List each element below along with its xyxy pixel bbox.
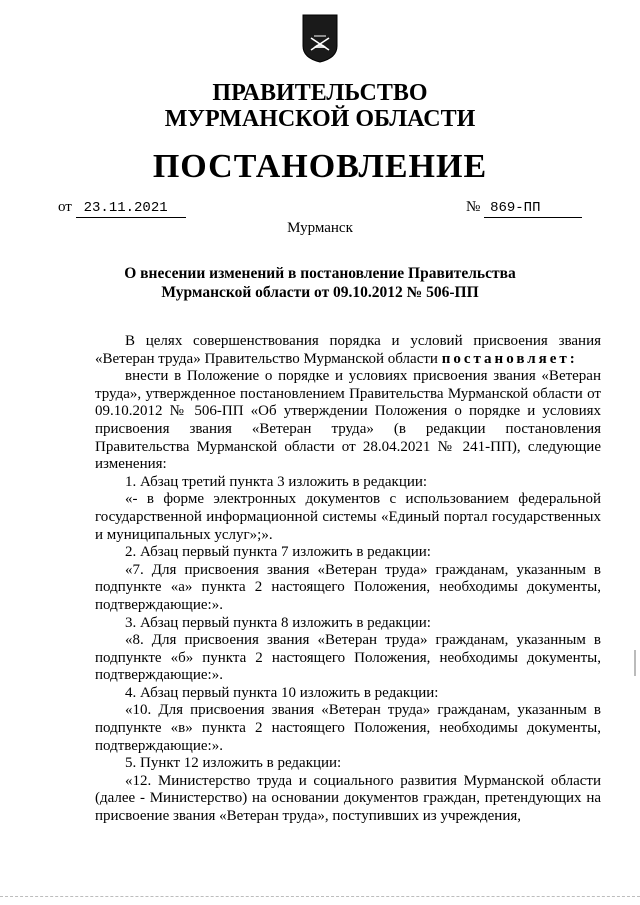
number-value: 869-ПП — [484, 199, 582, 218]
city-name: Мурманск — [287, 220, 353, 236]
amendment-item-5: 5. Пункт 12 изложить в редакции: — [125, 755, 342, 772]
scan-edge-mark — [634, 650, 636, 676]
document-subject — [0, 264, 640, 302]
document-number — [466, 198, 582, 218]
amendment-item-2: 2. Абзац первый пункта 7 изложить в редакции: — [125, 544, 431, 561]
amendment-item-4: 4. Абзац первый пункта 10 изложить в редакции: — [125, 684, 439, 701]
amendment-text-1: «- в форме электронных документов с использованием федеральной государственной информационной системы «Единый портал государственных и муниципальных услуг»;». — [95, 491, 601, 543]
amendment-text-3: «8. Для присвоения звания «Ветеран труда» гражданам, указанным в подпункте «б» пункта 2 настоящего Положения, необходимы документы, подтверждающие:». — [95, 632, 601, 684]
amendment-item-1: 1. Абзац третий пункта 3 изложить в редакции: — [125, 473, 428, 490]
intro-text: В целях совершенствования порядка и условий присвоения звания «Ветеран труда» Правительство Мурманской области — [95, 333, 601, 367]
coat-of-arms-emblem — [300, 12, 340, 64]
decree-word: постановляет: — [441, 350, 578, 367]
organization-name-line1: ПРАВИТЕЛЬСТВО — [212, 80, 428, 106]
organization-name-line2: МУРМАНСКОЙ ОБЛАСТИ — [164, 106, 476, 132]
subject-line1: О внесении изменений в постановление Правительства — [124, 265, 516, 282]
amendment-text-4: «10. Для присвоения звания «Ветеран труда» гражданам, указанным в подпункте «в» пункта 2 настоящего Положения, необходимы документы, подтверждающие:». — [95, 702, 601, 754]
amendment-text-5: «12. Министерство труда и социального развития Мурманской области (далее - Министерство) на основании документов граждан, претендующих на присвоение звания «Ветеран труда», поступивших из учреждения, — [95, 772, 601, 825]
intro-paragraph — [95, 333, 601, 368]
amendment-text-2: «7. Для присвоения звания «Ветеран труда» гражданам, указанным в подпункте «а» пункта 2 настоящего Положения, необходимы документы, подтверждающие:». — [95, 561, 601, 613]
document-date — [58, 198, 186, 218]
document-body — [95, 333, 601, 826]
amendment-item-3: 3. Абзац первый пункта 8 изложить в редакции: — [125, 614, 431, 631]
subject-line2: Мурманской области от 09.10.2012 № 506-ПП — [161, 284, 479, 301]
document-type-title: ПОСТАНОВЛЕНИЕ — [152, 148, 488, 185]
date-value: 23.11.2021 — [76, 199, 186, 218]
body-paragraph: внести в Положение о порядке и условиях присвоения звания «Ветеран труда», утвержденное постановлением Правительства Мурманской области от 09.10.2012 № 506-ПП «Об утверждении Положения о порядке и условиях присвоения звания «Ветеран труда» (в редакции постановления Правительства Мурманской области от 28.04.2021 № 241-ПП), следующие изменения: — [95, 368, 601, 473]
date-prefix: от — [58, 199, 72, 215]
number-prefix: № — [466, 199, 481, 215]
scan-bottom-line — [0, 896, 640, 897]
